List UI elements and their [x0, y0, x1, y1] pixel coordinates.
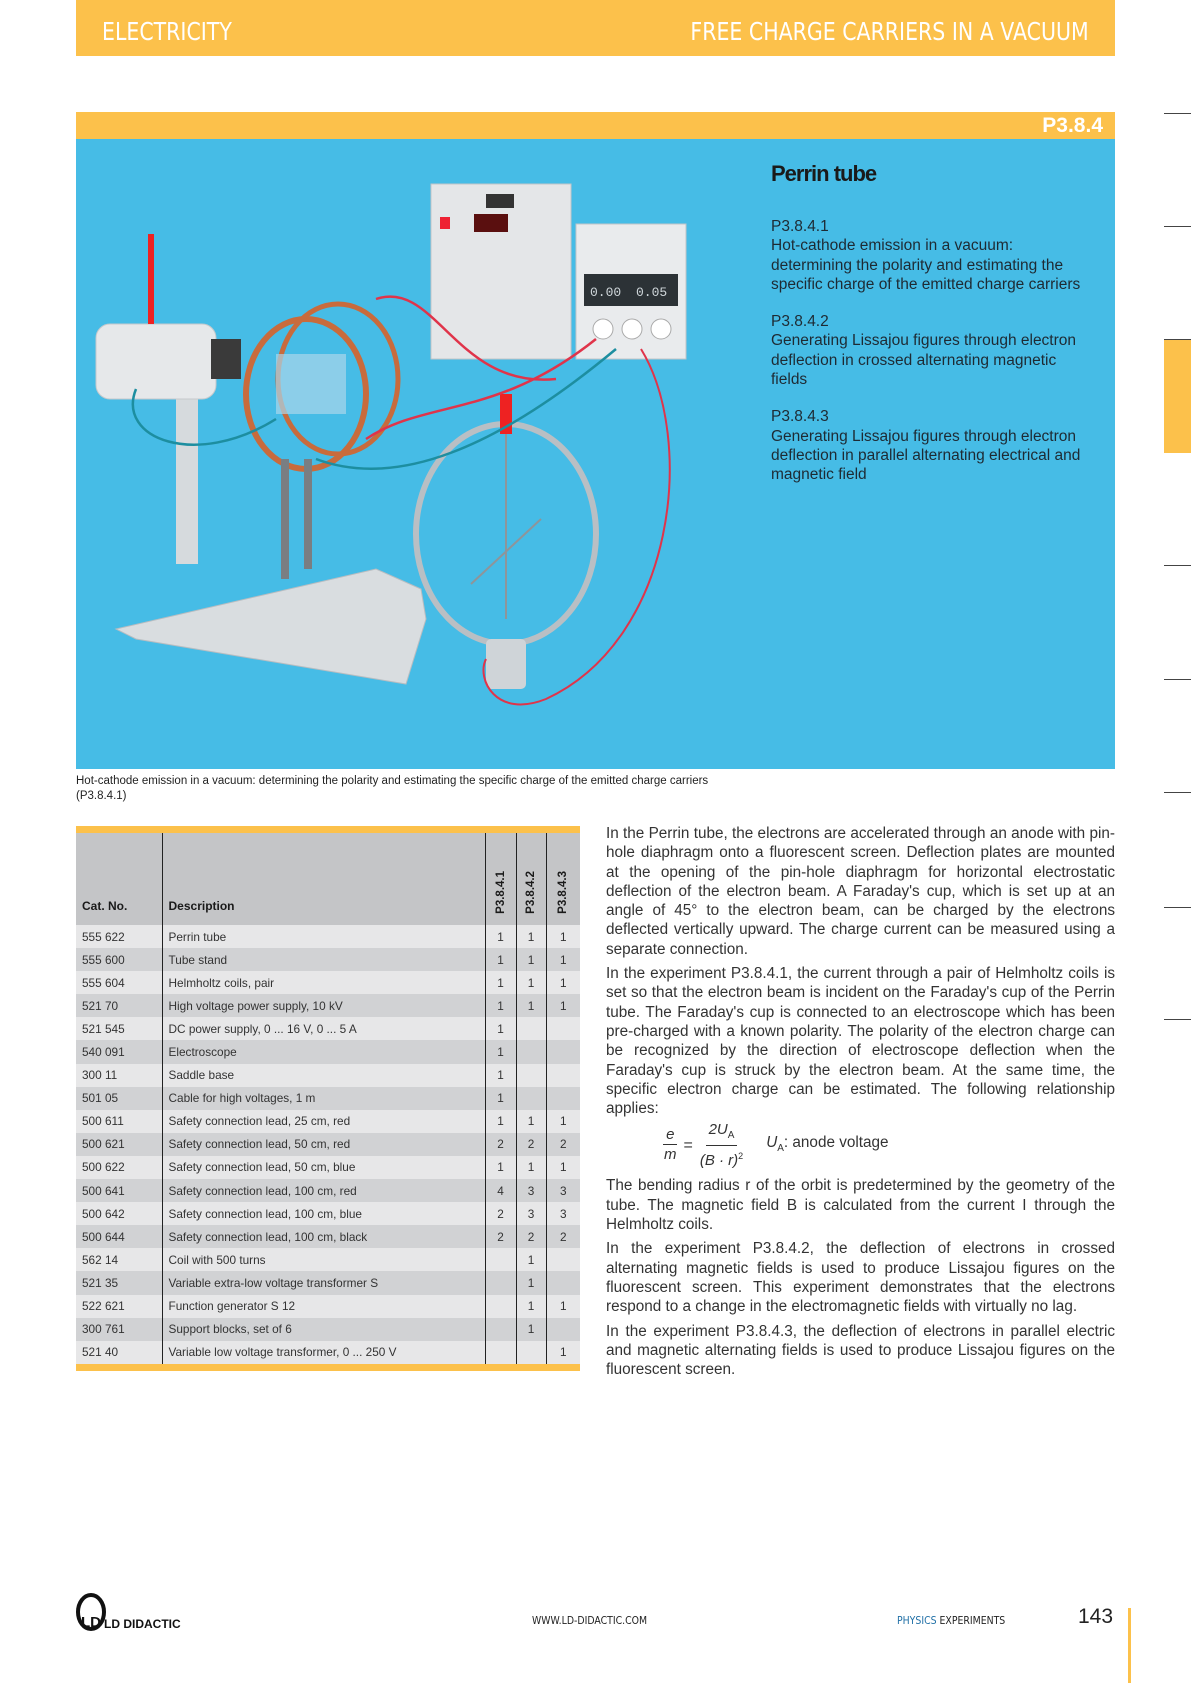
formula-rhs-num — [706, 1120, 738, 1146]
experiment-text: Hot-cathode emission in a vacuum: determining the polarity and estimating the specific charge of the emitted charge carriers — [771, 237, 1081, 293]
cell-p2 — [516, 1040, 546, 1063]
col-header-p1 — [485, 833, 516, 925]
cell-p1: 1 — [485, 948, 516, 971]
experiment-list — [771, 217, 1091, 503]
cell-cat: 555 622 — [76, 925, 162, 948]
formula-rhs-den — [697, 1146, 746, 1171]
cell-p3 — [546, 1318, 580, 1341]
body-paragraph: In the experiment P3.8.4.3, the deflection of electrons in parallel electric and magnetic alternating fields is used to produce Lissajou figures on the fluorescent screen. — [606, 1322, 1115, 1379]
cell-desc: High voltage power supply, 10 kV — [162, 994, 485, 1017]
cell-p3 — [546, 1248, 580, 1271]
side-tab-active — [1164, 339, 1191, 453]
cell-p1: 1 — [485, 1087, 516, 1110]
logo-wordmark: LD DIDACTIC — [104, 1617, 181, 1631]
cell-p3 — [546, 1040, 580, 1063]
cell-cat: 500 621 — [76, 1133, 162, 1156]
cell-p1 — [485, 1248, 516, 1271]
formula-desc-text: : anode voltage — [783, 1133, 889, 1151]
footer-physics: PHYSICS — [897, 1614, 937, 1627]
cell-p2: 1 — [516, 925, 546, 948]
cell-p3: 1 — [546, 925, 580, 948]
experiment-item — [771, 312, 1091, 389]
cell-cat: 500 641 — [76, 1179, 162, 1202]
cell-p3: 1 — [546, 1156, 580, 1179]
perrin-tube-screen — [276, 354, 346, 414]
cell-p1: 1 — [485, 1040, 516, 1063]
side-tick — [1164, 1019, 1191, 1020]
table-row — [76, 1110, 580, 1133]
hv-power-switch — [440, 217, 450, 229]
section-code: P3.8.4 — [1042, 114, 1103, 137]
side-tick — [1164, 113, 1191, 114]
table-row — [76, 1318, 580, 1341]
formula-desc-sub: A — [777, 1142, 784, 1154]
cell-desc: Variable low voltage transformer, 0 ... 250 V — [162, 1341, 485, 1364]
equipment-table — [76, 826, 580, 1371]
side-tick — [1164, 792, 1191, 793]
ld-logo-icon — [74, 1590, 204, 1638]
body-paragraph: In the experiment P3.8.4.2, the deflection of electrons in crossed alternating magnetic fields is used to produce Lissajou figures on the fluorescent screen. This experiment demonstrates that the electrons respond to a change in the electromagnetic fields with virtually no lag. — [606, 1240, 1115, 1316]
table-row — [76, 1017, 580, 1040]
dc-display-right: 0.05 — [636, 285, 668, 300]
table-row — [76, 1202, 580, 1225]
table-row — [76, 1341, 580, 1364]
cell-p2: 2 — [516, 1133, 546, 1156]
header-band — [76, 0, 1115, 56]
cell-p1: 1 — [485, 971, 516, 994]
ld-didactic-logo — [74, 1590, 204, 1638]
footer-url[interactable]: WWW.LD-DIDACTIC.COM — [532, 1614, 648, 1627]
cell-p3: 1 — [546, 1295, 580, 1318]
cell-cat: 521 35 — [76, 1271, 162, 1294]
cell-p1 — [485, 1295, 516, 1318]
saddle-base — [116, 569, 426, 684]
cell-desc: Safety connection lead, 100 cm, red — [162, 1179, 485, 1202]
cell-p2: 1 — [516, 1156, 546, 1179]
cell-cat: 540 091 — [76, 1040, 162, 1063]
cell-p3 — [546, 1087, 580, 1110]
cell-p2: 1 — [516, 1271, 546, 1294]
cell-p1: 1 — [485, 1017, 516, 1040]
cell-p3: 1 — [546, 994, 580, 1017]
formula-lhs — [661, 1125, 680, 1165]
cell-p2: 3 — [516, 1179, 546, 1202]
cell-desc: Safety connection lead, 100 cm, black — [162, 1225, 485, 1248]
cell-p3: 1 — [546, 948, 580, 971]
cell-cat: 501 05 — [76, 1087, 162, 1110]
cell-p2: 1 — [516, 1110, 546, 1133]
formula-rhs-den-main: (B · r) — [699, 1151, 739, 1169]
hv-handle — [486, 194, 514, 208]
cell-desc: Safety connection lead, 25 cm, red — [162, 1110, 485, 1133]
table-row — [76, 971, 580, 994]
formula-desc-var: U — [766, 1133, 778, 1151]
header-category: ELECTRICITY — [102, 17, 232, 46]
cell-cat: 500 642 — [76, 1202, 162, 1225]
cell-desc: Tube stand — [162, 948, 485, 971]
cell-cat: 500 622 — [76, 1156, 162, 1179]
side-tick — [1164, 907, 1191, 908]
cell-p1: 2 — [485, 1225, 516, 1248]
cell-desc: Support blocks, set of 6 — [162, 1318, 485, 1341]
cell-p3: 2 — [546, 1133, 580, 1156]
cell-p1: 1 — [485, 994, 516, 1017]
cell-desc: Safety connection lead, 100 cm, blue — [162, 1202, 485, 1225]
page-number: 143 — [1078, 1605, 1114, 1628]
cell-cat: 562 14 — [76, 1248, 162, 1271]
cell-p3 — [546, 1064, 580, 1087]
cell-p1: 2 — [485, 1133, 516, 1156]
cell-desc: Function generator S 12 — [162, 1295, 485, 1318]
cell-cat: 300 11 — [76, 1064, 162, 1087]
cell-p3: 2 — [546, 1225, 580, 1248]
cell-desc: Saddle base — [162, 1064, 485, 1087]
table-row — [76, 1225, 580, 1248]
cell-cat: 521 545 — [76, 1017, 162, 1040]
col-header-p1-label: P3.8.4.1 — [494, 871, 507, 914]
col-header-p3-label: P3.8.4.3 — [557, 871, 570, 914]
cell-desc: Helmholtz coils, pair — [162, 971, 485, 994]
table-row — [76, 1064, 580, 1087]
experiment-title: Perrin tube — [771, 161, 877, 186]
footer-category — [897, 1614, 1005, 1627]
cell-p3: 3 — [546, 1202, 580, 1225]
formula-rhs-num-sub: A — [727, 1129, 735, 1141]
table-row — [76, 1087, 580, 1110]
formula-rhs — [697, 1120, 746, 1171]
cell-p3: 1 — [546, 971, 580, 994]
tube-holder — [96, 324, 216, 399]
cell-p1: 1 — [485, 1156, 516, 1179]
cell-p2 — [516, 1087, 546, 1110]
cell-p1 — [485, 1271, 516, 1294]
section-bar — [76, 112, 1115, 139]
cell-p2: 1 — [516, 1295, 546, 1318]
formula — [661, 1122, 1115, 1168]
table-row — [76, 1156, 580, 1179]
tube-socket — [211, 339, 241, 379]
saddle-base-small — [486, 639, 526, 689]
high-voltage-power-supply — [431, 184, 571, 359]
header-topic: FREE CHARGE CARRIERS IN A VACUUM — [690, 17, 1089, 46]
photo-perrin-tube-setup — [76, 139, 756, 769]
cell-desc: Cable for high voltages, 1 m — [162, 1087, 485, 1110]
cell-p2: 2 — [516, 1225, 546, 1248]
experiment-item — [771, 407, 1091, 484]
body-text — [606, 824, 1115, 1384]
cell-p1: 1 — [485, 925, 516, 948]
formula-lhs-num: e — [663, 1125, 677, 1145]
cell-p3: 3 — [546, 1179, 580, 1202]
table-row — [76, 1133, 580, 1156]
body-paragraph: In the Perrin tube, the electrons are accelerated through an anode with pin-hole diaphragm onto a fluorescent screen. Deflection plates are mounted at the opening of the pin-hole diaphragm for horizontal electrostatic deflection of the electron beam. A Faraday's cup, which is set up at an angle of 45° to the electron beam, can be charged by the electrons deflected vertically upward. The charge current can be measured using a separate connection. — [606, 825, 1115, 958]
experiment-text: Generating Lissajou figures through electron deflection in parallel alternating electrical and magnetic field — [771, 427, 1081, 484]
table-row — [76, 925, 580, 948]
coil-support — [281, 459, 289, 579]
cell-p2: 1 — [516, 1248, 546, 1271]
footer-accent-bar — [1128, 1608, 1131, 1683]
cell-desc: Perrin tube — [162, 925, 485, 948]
dc-display-left: 0.00 — [590, 285, 622, 300]
experiment-item — [771, 217, 1091, 294]
cell-p2: 3 — [516, 1202, 546, 1225]
cell-cat: 521 40 — [76, 1341, 162, 1364]
side-tick — [1164, 226, 1191, 227]
footer-experiments: EXPERIMENTS — [936, 1614, 1006, 1627]
cell-p3: 1 — [546, 1110, 580, 1133]
cell-p2 — [516, 1064, 546, 1087]
formula-rhs-num-main: 2U — [708, 1120, 728, 1138]
cell-p1: 1 — [485, 1110, 516, 1133]
table-top-rule — [76, 826, 580, 833]
cell-desc: Electroscope — [162, 1040, 485, 1063]
cell-desc: Safety connection lead, 50 cm, blue — [162, 1156, 485, 1179]
table-row — [76, 1040, 580, 1063]
col-header-p3 — [546, 833, 580, 925]
cell-desc: Coil with 500 turns — [162, 1248, 485, 1271]
cell-cat: 300 761 — [76, 1318, 162, 1341]
cell-cat: 500 611 — [76, 1110, 162, 1133]
experiment-panel — [76, 139, 1115, 769]
cell-desc: DC power supply, 0 ... 16 V, 0 ... 5 A — [162, 1017, 485, 1040]
experiment-code: P3.8.4.3 — [771, 408, 829, 426]
table-row — [76, 1248, 580, 1271]
cell-p1: 2 — [485, 1202, 516, 1225]
table-row — [76, 1271, 580, 1294]
cell-p3 — [546, 1017, 580, 1040]
experiment-code: P3.8.4.1 — [771, 218, 829, 235]
cell-p2: 1 — [516, 971, 546, 994]
body-paragraph: The bending radius r of the orbit is predetermined by the geometry of the tube. The magnetic field B is calculated from the current I through the Helmholtz coils. — [606, 1177, 1115, 1234]
formula-rhs-den-sup: 2 — [738, 1150, 744, 1161]
body-paragraph: In the experiment P3.8.4.1, the current through a pair of Helmholtz coils is set so that the electron beam is incident on the Faraday's cup of the Perrin tube. The Faraday's cup is connected to an electroscope which has been pre-charged with a known polarity. The polarity of the electron charge can be recognized by the direction of electroscope deflection when the Faraday's cup is struck by the electron beam. At the same time, the specific electron charge can be estimated. The following relationship applies: — [606, 965, 1115, 1118]
cell-cat: 555 600 — [76, 948, 162, 971]
cell-p2 — [516, 1017, 546, 1040]
photo-caption: Hot-cathode emission in a vacuum: determining the polarity and estimating the specific charge of the emitted charge carriers (P3.8.4.1) — [76, 775, 709, 802]
hv-display — [474, 214, 508, 232]
experiment-text: Generating Lissajou figures through electron deflection in crossed alternating magnetic fields — [771, 332, 1077, 389]
cell-desc: Variable extra-low voltage transformer S — [162, 1271, 485, 1294]
side-tick — [1164, 565, 1191, 566]
cell-p3 — [546, 1271, 580, 1294]
dc-knob — [622, 319, 642, 339]
cell-p2: 1 — [516, 948, 546, 971]
cell-p1 — [485, 1318, 516, 1341]
side-tick — [1164, 679, 1191, 680]
cell-cat: 521 70 — [76, 994, 162, 1017]
cell-cat: 522 621 — [76, 1295, 162, 1318]
table-bottom-rule — [76, 1364, 580, 1371]
cell-desc: Safety connection lead, 50 cm, red — [162, 1133, 485, 1156]
table-row — [76, 1179, 580, 1202]
cell-p1 — [485, 1341, 516, 1364]
cell-cat: 555 604 — [76, 971, 162, 994]
formula-lhs-den: m — [664, 1146, 677, 1164]
col-header-desc: Description — [162, 833, 485, 925]
formula-equals: = — [683, 1136, 693, 1154]
table-row — [76, 994, 580, 1017]
dc-knob — [651, 319, 671, 339]
cell-p3: 1 — [546, 1341, 580, 1364]
cell-p1: 4 — [485, 1179, 516, 1202]
cell-cat: 500 644 — [76, 1225, 162, 1248]
cell-p2: 1 — [516, 994, 546, 1017]
experiment-code: P3.8.4.2 — [771, 313, 829, 331]
svg-text:LD: LD — [81, 1614, 101, 1631]
table-row — [76, 1295, 580, 1318]
col-header-p2-label: P3.8.4.2 — [525, 871, 537, 914]
dc-knob — [593, 319, 613, 339]
table-row — [76, 948, 580, 971]
col-header-cat: Cat. No. — [76, 833, 162, 925]
table-body — [76, 925, 580, 1364]
equipment-table-grid — [76, 833, 580, 1364]
col-header-p2 — [516, 833, 546, 925]
formula-description — [766, 1133, 888, 1158]
coil-support — [304, 459, 312, 569]
cell-p2 — [516, 1341, 546, 1364]
cell-p1: 1 — [485, 1064, 516, 1087]
cell-p2: 1 — [516, 1318, 546, 1341]
